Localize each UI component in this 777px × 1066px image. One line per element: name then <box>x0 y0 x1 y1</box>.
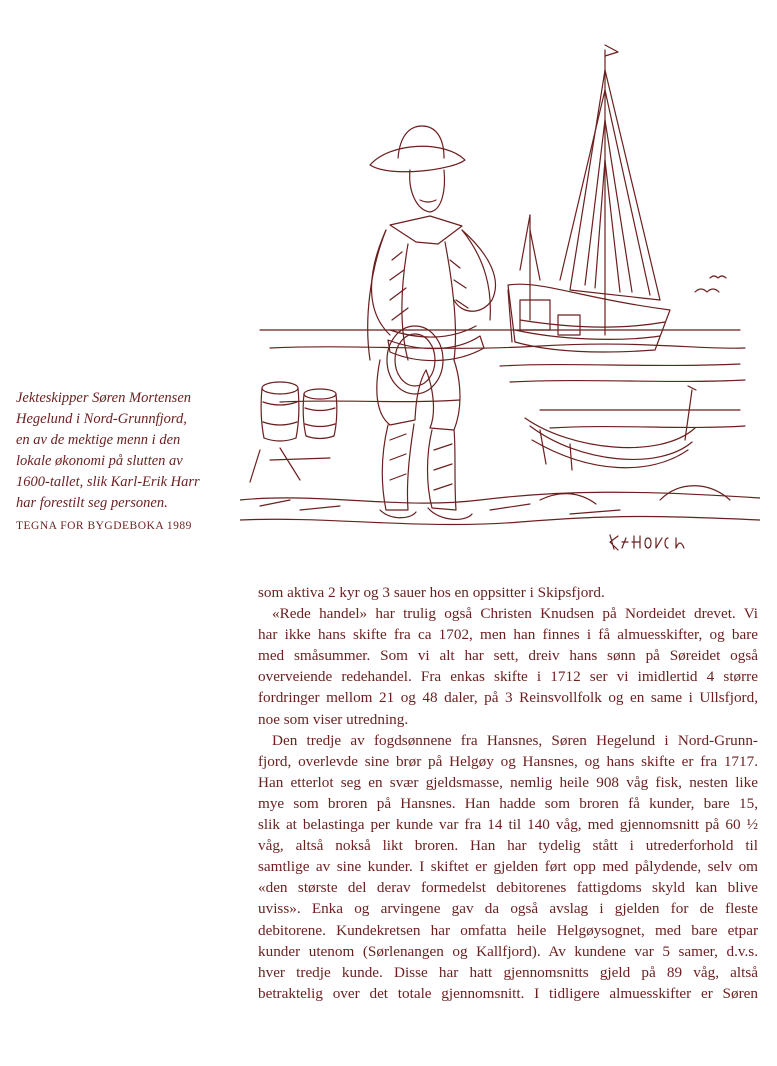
text-line: «Rede handel» har trulig også Christen Knudsen på Nordeidet drevet. Vi <box>272 605 758 623</box>
caption-line: Jekteskipper Søren Mortensen <box>16 390 192 406</box>
caption-line: en av de mektige menn i den <box>16 432 181 448</box>
text-line: samtlige av sine kunder. I skiftet er gjelden ført opp med pålydende, selv om <box>258 858 758 876</box>
text-line: slik at belastinga per kunde var fra 14 til 140 våg, med gjennomsnitt på 60 ½ <box>258 816 758 834</box>
caption-line: Hegelund i Nord-Grunnfjord, <box>16 411 187 427</box>
text-line: kunder utenom (Sørlenangen og Kallfjord). Av kundene var 5 samer, d.v.s. <box>258 942 758 960</box>
shore-drawing <box>240 486 760 525</box>
skipper-figure-drawing <box>368 126 496 519</box>
text-line: betraktelig over det totale gjennomsnitt. I tidligere almuesskifter er Søren <box>258 984 758 1002</box>
barrels-drawing <box>250 382 337 482</box>
text-line: hver tredje kunde. Disse har hatt gjennomsnitts gjeld på 89 våg, altså <box>258 963 758 981</box>
text-line: fjord, overlevde sine brør på Helgøy og Hansnes, og hans skifte er fra 1717. <box>258 752 758 770</box>
paragraph <box>258 582 758 603</box>
caption-line: lokale økonomi på slutten av <box>16 453 183 469</box>
text-line: overveiende redehandel. Fra enkas skifte i 1712 ser vi imidlertid 4 større <box>258 668 758 686</box>
text-line: Den tredje av fogdsønnene fra Hansnes, Søren Hegelund i Nord-Grunn- <box>272 731 758 749</box>
text-line: uviss». Enka og arvingene gav da også avslag i gjelden for de fleste <box>258 900 758 918</box>
text-line: debitorene. Kundekretsen har omfatta heile Helgøysognet, med bare etpar <box>258 921 758 939</box>
text-line: våg, altså nokså likt broren. Han har tydelig stått i utrederforhold til <box>258 837 758 855</box>
caption-credit: TEGNA FOR BYGDEBOKA 1989 <box>16 520 192 532</box>
text-line: fordringer mellom 21 og 48 daler, på 3 Reinsvollfolk og en same i Ullsfjord, <box>258 689 758 707</box>
caption-line: har forestilt seg personen. <box>16 495 168 511</box>
text-line: som aktiva 2 kyr og 3 sauer hos en oppsitter i Skipsfjord. <box>258 584 605 601</box>
text-line: noe som viser utredning. <box>258 710 409 728</box>
text-line: Han etterlot seg en svær gjeldsmasse, nemlig heile 908 våg fisk, nesten like <box>258 773 758 791</box>
paragraph <box>258 730 758 1004</box>
ship-drawing <box>508 45 670 352</box>
caption-line: 1600-tallet, slik Karl-Erik Harr <box>16 474 200 490</box>
body-text <box>258 582 758 1004</box>
illustration-jekteskipper <box>240 30 760 560</box>
pen-drawing <box>240 30 760 560</box>
water-lines <box>260 330 745 428</box>
paragraph <box>258 603 758 730</box>
text-line: har ikke hans skifte fra ca 1702, men han finnes i få almuesskifter, og bare <box>258 626 758 644</box>
birds-drawing <box>695 276 726 292</box>
illustration-caption <box>16 388 236 537</box>
text-line: «den største del derav formedelst debitorenes fattigdoms skyld kan blive <box>258 879 758 897</box>
signature-drawing <box>610 535 684 550</box>
text-line: mye som broren på Hansnes. Han hadde som broren få kunder, bare 15, <box>258 794 758 812</box>
text-line: med småsummer. Som vi alt har sett, dreiv hans sønn på Søreidet også <box>258 647 758 665</box>
